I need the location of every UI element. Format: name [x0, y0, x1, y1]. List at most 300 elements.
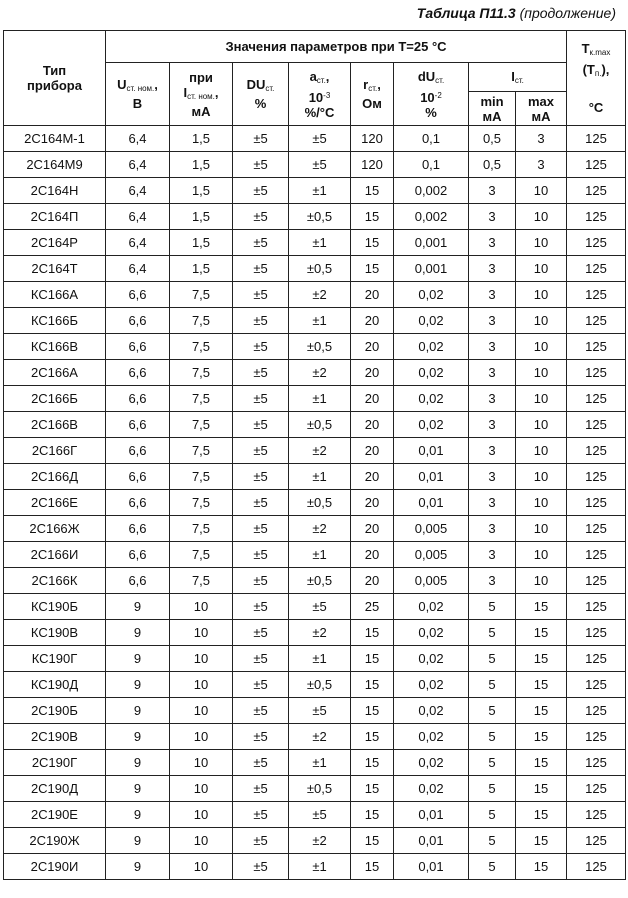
i-nom-cell: 10 [170, 828, 233, 854]
table-subtitle: (продолжение) [519, 5, 616, 21]
dU-cell: 0,1 [394, 126, 469, 152]
alpha-cell: ±0,5 [289, 490, 351, 516]
r-cell: 15 [351, 256, 394, 282]
table-row [4, 828, 626, 854]
dU-cell: 0,01 [394, 854, 469, 880]
r-cell: 20 [351, 360, 394, 386]
r-cell: 15 [351, 828, 394, 854]
alpha-cell: ±1 [289, 308, 351, 334]
i-nom-cell: 1,5 [170, 230, 233, 256]
table-row [4, 802, 626, 828]
table-row [4, 412, 626, 438]
i-nom-cell: 7,5 [170, 412, 233, 438]
ic-max-cell: 3 [516, 126, 567, 152]
i-nom-cell: 10 [170, 594, 233, 620]
ic-min-cell: 5 [469, 776, 516, 802]
table-row [4, 490, 626, 516]
u-nom-cell: 6,4 [106, 230, 170, 256]
du-cell: ±5 [233, 334, 289, 360]
table-row [4, 178, 626, 204]
du-cell: ±5 [233, 412, 289, 438]
ic-min-cell: 3 [469, 230, 516, 256]
ic-max-cell: 15 [516, 620, 567, 646]
r-cell: 20 [351, 334, 394, 360]
tk-cell: 125 [567, 308, 626, 334]
du-cell: ±5 [233, 178, 289, 204]
u-nom-cell: 9 [106, 854, 170, 880]
ic-max-cell: 15 [516, 698, 567, 724]
type-cell: 2С190Г [4, 750, 106, 776]
table-caption [417, 5, 616, 21]
r-cell: 20 [351, 516, 394, 542]
r-column-header: $r_{ст.}$, Ом [351, 63, 394, 126]
ic-max-cell: 10 [516, 386, 567, 412]
tk-cell: 125 [567, 412, 626, 438]
tk-cell: 125 [567, 152, 626, 178]
ic-max-cell: 10 [516, 412, 567, 438]
i-nom-cell: 7,5 [170, 386, 233, 412]
r-cell: 20 [351, 542, 394, 568]
dU-cell: 0,02 [394, 646, 469, 672]
table-row [4, 854, 626, 880]
table-row [4, 646, 626, 672]
u-nom-cell: 9 [106, 620, 170, 646]
tk-cell: 125 [567, 386, 626, 412]
ic-min-cell: 5 [469, 594, 516, 620]
r-cell: 15 [351, 178, 394, 204]
tk-cell: 125 [567, 672, 626, 698]
ic-min-cell: 3 [469, 412, 516, 438]
ic-max-cell: 15 [516, 750, 567, 776]
dU-cell: 0,001 [394, 230, 469, 256]
ic-max-cell: 10 [516, 334, 567, 360]
u-nom-cell: 6,6 [106, 308, 170, 334]
i-nom-cell: 1,5 [170, 152, 233, 178]
table-row [4, 126, 626, 152]
alpha-cell: ±0,5 [289, 204, 351, 230]
tk-cell: 125 [567, 516, 626, 542]
tk-cell: 125 [567, 256, 626, 282]
type-cell: 2С164Т [4, 256, 106, 282]
table-row [4, 360, 626, 386]
dU-cell: 0,02 [394, 776, 469, 802]
du-cell: ±5 [233, 802, 289, 828]
table-row [4, 750, 626, 776]
alpha-cell: ±1 [289, 178, 351, 204]
du-cell: ±5 [233, 620, 289, 646]
ic-min-cell: 5 [469, 724, 516, 750]
ic-min-cell: 3 [469, 542, 516, 568]
parameters-table [3, 30, 626, 880]
table-row [4, 542, 626, 568]
type-cell: КС166В [4, 334, 106, 360]
table-title: Таблица П11.3 [416, 5, 516, 21]
i-nom-cell: 7,5 [170, 516, 233, 542]
ic-max-cell: 15 [516, 672, 567, 698]
du-cell: ±5 [233, 568, 289, 594]
alpha-cell: ±1 [289, 750, 351, 776]
dU-cell: 0,01 [394, 490, 469, 516]
ic-max-cell: 15 [516, 854, 567, 880]
type-cell: 2С164М9 [4, 152, 106, 178]
ic-max-cell: 10 [516, 308, 567, 334]
dU-cell: 0,02 [394, 698, 469, 724]
table-row [4, 776, 626, 802]
ic-max-cell: 15 [516, 802, 567, 828]
type-cell: 2С166Г [4, 438, 106, 464]
i-nom-cell: 7,5 [170, 464, 233, 490]
tk-cell: 125 [567, 646, 626, 672]
i-nom-cell: 10 [170, 724, 233, 750]
tk-cell: 125 [567, 360, 626, 386]
dU-cell: 0,005 [394, 568, 469, 594]
r-cell: 15 [351, 204, 394, 230]
tk-cell: 125 [567, 594, 626, 620]
du-cell: ±5 [233, 152, 289, 178]
tk-cell: 125 [567, 490, 626, 516]
min-column-header: min мА [469, 92, 516, 126]
tk-cell: 125 [567, 464, 626, 490]
ic-max-cell: 10 [516, 568, 567, 594]
du-cell: ±5 [233, 464, 289, 490]
ic-max-cell: 10 [516, 204, 567, 230]
ic-min-cell: 0,5 [469, 126, 516, 152]
alpha-cell: ±1 [289, 646, 351, 672]
alpha-cell: ±2 [289, 438, 351, 464]
tk-cell: 125 [567, 854, 626, 880]
u-nom-cell: 6,6 [106, 282, 170, 308]
i-nom-cell: 10 [170, 620, 233, 646]
ic-max-cell: 10 [516, 230, 567, 256]
ic-max-cell: 15 [516, 594, 567, 620]
i-nom-cell: 7,5 [170, 568, 233, 594]
type-column-header: Тип прибора [4, 31, 106, 126]
type-cell: 2С164Р [4, 230, 106, 256]
u-nom-cell: 9 [106, 776, 170, 802]
u-nom-cell: 6,6 [106, 360, 170, 386]
ic-min-cell: 5 [469, 750, 516, 776]
ic-min-cell: 3 [469, 516, 516, 542]
alpha-cell: ±2 [289, 724, 351, 750]
du-cell: ±5 [233, 750, 289, 776]
ic-min-cell: 3 [469, 464, 516, 490]
i-nom-cell: 10 [170, 672, 233, 698]
r-cell: 15 [351, 724, 394, 750]
i-nom-cell: 10 [170, 802, 233, 828]
r-cell: 15 [351, 750, 394, 776]
type-cell: 2С190Д [4, 776, 106, 802]
r-cell: 15 [351, 776, 394, 802]
u-nom-cell: 9 [106, 646, 170, 672]
tk-cell: 125 [567, 776, 626, 802]
r-cell: 20 [351, 568, 394, 594]
type-cell: 2С190И [4, 854, 106, 880]
tk-cell: 125 [567, 724, 626, 750]
du-cell: ±5 [233, 698, 289, 724]
dU-cell: 0,002 [394, 204, 469, 230]
du-cell: ±5 [233, 594, 289, 620]
type-cell: 2С164Н [4, 178, 106, 204]
dU-cell: 0,01 [394, 828, 469, 854]
i-nom-cell: 10 [170, 646, 233, 672]
du-cell: ±5 [233, 672, 289, 698]
u-nom-cell: 6,4 [106, 204, 170, 230]
u-nom-cell: 6,6 [106, 568, 170, 594]
alpha-cell: ±5 [289, 126, 351, 152]
type-cell: КС190Б [4, 594, 106, 620]
du-cell: ±5 [233, 256, 289, 282]
ic-min-cell: 5 [469, 646, 516, 672]
type-cell: 2С166В [4, 412, 106, 438]
ic-max-cell: 10 [516, 256, 567, 282]
i-nom-cell: 1,5 [170, 126, 233, 152]
table-body [4, 126, 626, 880]
du-cell: ±5 [233, 386, 289, 412]
alpha-cell: ±1 [289, 854, 351, 880]
ic-min-cell: 3 [469, 178, 516, 204]
alpha-cell: ±0,5 [289, 568, 351, 594]
u-nom-cell: 9 [106, 828, 170, 854]
type-cell: КС190Д [4, 672, 106, 698]
r-cell: 15 [351, 230, 394, 256]
u-nom-cell: 6,4 [106, 256, 170, 282]
tk-cell: 125 [567, 620, 626, 646]
ic-max-cell: 10 [516, 178, 567, 204]
dU-column-header: $dU_{ст.}$ $10^{-2}$ % [394, 63, 469, 126]
u-nom-cell: 6,4 [106, 126, 170, 152]
ic-min-cell: 5 [469, 672, 516, 698]
ic-min-cell: 3 [469, 438, 516, 464]
u-nom-cell: 6,6 [106, 386, 170, 412]
table-row [4, 204, 626, 230]
du-cell: ±5 [233, 438, 289, 464]
ic-max-cell: 10 [516, 282, 567, 308]
dU-cell: 0,02 [394, 386, 469, 412]
i-nom-cell: 7,5 [170, 360, 233, 386]
table-row [4, 308, 626, 334]
table-row [4, 724, 626, 750]
dU-cell: 0,02 [394, 620, 469, 646]
du-column-header: $DU_{ст.}$ % [233, 63, 289, 126]
u-nom-column-header: $U_{ст. ном.}$, В [106, 63, 170, 126]
max-column-header: max мА [516, 92, 567, 126]
u-nom-cell: 9 [106, 750, 170, 776]
ic-max-cell: 10 [516, 438, 567, 464]
alpha-cell: ±5 [289, 698, 351, 724]
r-cell: 15 [351, 802, 394, 828]
table-row [4, 698, 626, 724]
alpha-cell: ±0,5 [289, 256, 351, 282]
table-row [4, 438, 626, 464]
table-row [4, 334, 626, 360]
i-nom-cell: 10 [170, 776, 233, 802]
table-row [4, 464, 626, 490]
ic-min-cell: 3 [469, 334, 516, 360]
parameters-group-header: Значения параметров при T=25 °С [106, 31, 567, 63]
dU-cell: 0,002 [394, 178, 469, 204]
table-row [4, 594, 626, 620]
du-cell: ±5 [233, 828, 289, 854]
du-cell: ±5 [233, 542, 289, 568]
alpha-cell: ±2 [289, 828, 351, 854]
dU-cell: 0,02 [394, 412, 469, 438]
dU-cell: 0,02 [394, 282, 469, 308]
r-cell: 120 [351, 152, 394, 178]
ic-max-cell: 15 [516, 828, 567, 854]
table-row [4, 620, 626, 646]
du-cell: ±5 [233, 282, 289, 308]
table-row [4, 386, 626, 412]
type-cell: 2С190Б [4, 698, 106, 724]
type-cell: КС166Б [4, 308, 106, 334]
du-cell: ±5 [233, 646, 289, 672]
u-nom-cell: 9 [106, 672, 170, 698]
i-nom-cell: 10 [170, 750, 233, 776]
type-cell: 2С190Е [4, 802, 106, 828]
table-row [4, 256, 626, 282]
ic-min-cell: 0,5 [469, 152, 516, 178]
dU-cell: 0,02 [394, 594, 469, 620]
tk-cell: 125 [567, 542, 626, 568]
i-nom-cell: 7,5 [170, 490, 233, 516]
u-nom-cell: 6,6 [106, 490, 170, 516]
ic-max-cell: 10 [516, 360, 567, 386]
table-row [4, 152, 626, 178]
type-cell: 2С166Ж [4, 516, 106, 542]
dU-cell: 0,02 [394, 724, 469, 750]
alpha-cell: ±1 [289, 386, 351, 412]
dU-cell: 0,02 [394, 360, 469, 386]
alpha-cell: ±0,5 [289, 776, 351, 802]
tk-cell: 125 [567, 438, 626, 464]
du-cell: ±5 [233, 126, 289, 152]
i-nom-cell: 7,5 [170, 282, 233, 308]
dU-cell: 0,01 [394, 464, 469, 490]
du-cell: ±5 [233, 308, 289, 334]
i-nom-cell: 1,5 [170, 204, 233, 230]
tk-cell: 125 [567, 282, 626, 308]
alpha-cell: ±5 [289, 594, 351, 620]
r-cell: 20 [351, 308, 394, 334]
i-nom-cell: 10 [170, 854, 233, 880]
u-nom-cell: 6,4 [106, 178, 170, 204]
alpha-cell: ±1 [289, 464, 351, 490]
du-cell: ±5 [233, 230, 289, 256]
tk-cell: 125 [567, 230, 626, 256]
tk-cell: 125 [567, 126, 626, 152]
i-nom-cell: 7,5 [170, 308, 233, 334]
r-cell: 120 [351, 126, 394, 152]
alpha-cell: ±0,5 [289, 412, 351, 438]
dU-cell: 0,005 [394, 542, 469, 568]
ic-min-cell: 3 [469, 282, 516, 308]
table-row [4, 516, 626, 542]
du-cell: ±5 [233, 490, 289, 516]
ic-max-cell: 10 [516, 542, 567, 568]
table-row [4, 568, 626, 594]
u-nom-cell: 6,6 [106, 334, 170, 360]
alpha-cell: ±2 [289, 360, 351, 386]
type-cell: 2С166Б [4, 386, 106, 412]
type-cell: 2С166Е [4, 490, 106, 516]
ic-column-header: $I_{ст.}$ [469, 63, 567, 92]
alpha-cell: ±1 [289, 542, 351, 568]
u-nom-cell: 9 [106, 802, 170, 828]
alpha-column-header: $a_{ст.}$, $10^{-3}$ %/°С [289, 63, 351, 126]
table-row [4, 230, 626, 256]
alpha-cell: ±5 [289, 152, 351, 178]
dU-cell: 0,001 [394, 256, 469, 282]
table-row [4, 282, 626, 308]
ic-max-cell: 3 [516, 152, 567, 178]
dU-cell: 0,1 [394, 152, 469, 178]
du-cell: ±5 [233, 854, 289, 880]
dU-cell: 0,005 [394, 516, 469, 542]
ic-min-cell: 3 [469, 490, 516, 516]
dU-cell: 0,02 [394, 334, 469, 360]
u-nom-cell: 6,6 [106, 464, 170, 490]
type-cell: КС190Г [4, 646, 106, 672]
ic-min-cell: 5 [469, 828, 516, 854]
type-cell: 2С166Д [4, 464, 106, 490]
ic-min-cell: 3 [469, 386, 516, 412]
alpha-cell: ±0,5 [289, 334, 351, 360]
tk-cell: 125 [567, 802, 626, 828]
ic-min-cell: 3 [469, 568, 516, 594]
r-cell: 20 [351, 282, 394, 308]
tk-column-header: $T_{к.max}$ $(T_{п.})$, °С [567, 31, 626, 126]
tk-cell: 125 [567, 204, 626, 230]
i-nom-cell: 10 [170, 698, 233, 724]
type-cell: 2С166А [4, 360, 106, 386]
du-cell: ±5 [233, 204, 289, 230]
ic-max-cell: 15 [516, 724, 567, 750]
r-cell: 15 [351, 854, 394, 880]
i-nom-cell: 7,5 [170, 438, 233, 464]
r-cell: 15 [351, 672, 394, 698]
r-cell: 25 [351, 594, 394, 620]
r-cell: 20 [351, 438, 394, 464]
dU-cell: 0,02 [394, 308, 469, 334]
du-cell: ±5 [233, 516, 289, 542]
tk-cell: 125 [567, 698, 626, 724]
du-cell: ±5 [233, 360, 289, 386]
ic-max-cell: 10 [516, 516, 567, 542]
table-header [4, 31, 626, 126]
table-row [4, 672, 626, 698]
r-cell: 20 [351, 412, 394, 438]
u-nom-cell: 9 [106, 594, 170, 620]
alpha-cell: ±0,5 [289, 672, 351, 698]
u-nom-cell: 6,4 [106, 152, 170, 178]
u-nom-cell: 6,6 [106, 516, 170, 542]
type-cell: КС166А [4, 282, 106, 308]
r-cell: 15 [351, 646, 394, 672]
alpha-cell: ±5 [289, 802, 351, 828]
ic-max-cell: 15 [516, 776, 567, 802]
type-cell: 2С164П [4, 204, 106, 230]
u-nom-cell: 6,6 [106, 412, 170, 438]
u-nom-cell: 9 [106, 724, 170, 750]
du-cell: ±5 [233, 724, 289, 750]
ic-min-cell: 5 [469, 698, 516, 724]
dU-cell: 0,02 [394, 750, 469, 776]
alpha-cell: ±2 [289, 620, 351, 646]
alpha-cell: ±2 [289, 516, 351, 542]
dU-cell: 0,01 [394, 438, 469, 464]
alpha-cell: ±2 [289, 282, 351, 308]
ic-max-cell: 10 [516, 490, 567, 516]
